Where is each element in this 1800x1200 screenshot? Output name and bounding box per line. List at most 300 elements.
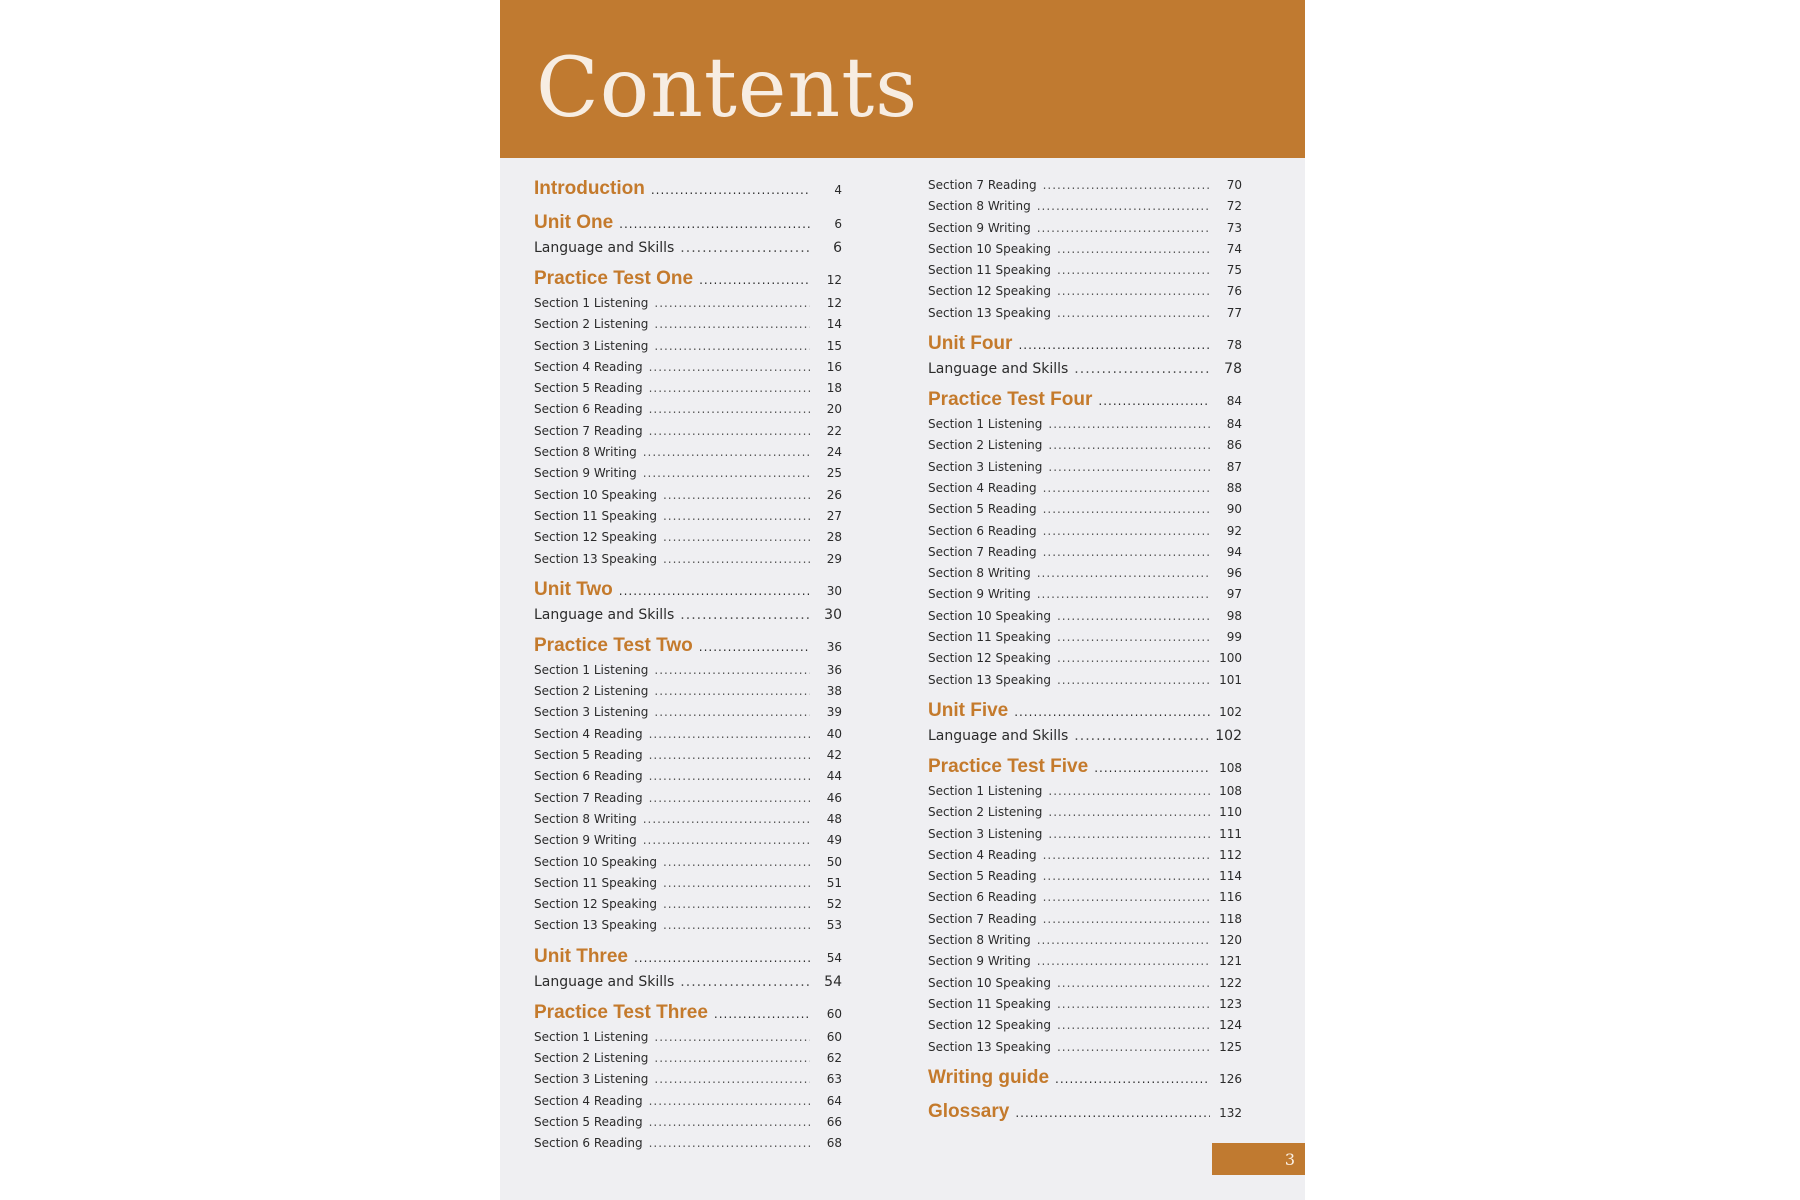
toc-entry-label: Section 1 Listening xyxy=(534,1029,649,1044)
toc-entry xyxy=(928,566,1242,587)
dot-leader xyxy=(649,1115,810,1129)
toc-entry-page: 6 xyxy=(833,240,842,256)
toc-entry-page: 116 xyxy=(1219,890,1242,905)
toc-entry xyxy=(928,805,1242,826)
toc-entry-page: 101 xyxy=(1219,672,1242,687)
toc-entry-label: Section 10 Speaking xyxy=(534,487,657,502)
toc-entry xyxy=(928,361,1242,383)
toc-entry-page: 22 xyxy=(826,423,842,438)
toc-entry-label: Practice Test Two xyxy=(534,634,693,656)
toc-entry-page: 100 xyxy=(1219,651,1242,666)
page-title: Contents xyxy=(536,41,919,136)
dot-leader xyxy=(1057,673,1210,687)
dot-leader xyxy=(680,240,810,256)
dot-leader xyxy=(663,855,810,869)
toc-entry-page: 78 xyxy=(1226,338,1242,353)
toc-entry-page: 14 xyxy=(826,317,842,332)
toc-entry-label: Section 5 Reading xyxy=(534,381,643,396)
toc-entry xyxy=(928,784,1242,805)
dot-leader xyxy=(1037,587,1210,601)
dot-leader xyxy=(680,607,810,623)
toc-entry xyxy=(928,651,1242,672)
toc-entry xyxy=(534,1136,842,1157)
dot-leader xyxy=(643,833,810,847)
toc-entry-label: Section 7 Reading xyxy=(534,790,643,805)
dot-leader xyxy=(654,663,810,677)
toc-entry-label: Section 9 Writing xyxy=(928,220,1031,235)
toc-entry-label: Section 1 Listening xyxy=(928,417,1043,432)
toc-entry-label: Section 2 Listening xyxy=(928,805,1043,820)
toc-entry-page: 125 xyxy=(1219,1039,1242,1054)
toc-entry-page: 60 xyxy=(826,1006,842,1021)
toc-entry-page: 108 xyxy=(1219,760,1242,775)
toc-entry-label: Section 8 Writing xyxy=(534,445,637,460)
toc-heading xyxy=(928,756,1242,784)
toc-entry xyxy=(534,812,842,833)
dot-leader xyxy=(1057,609,1210,623)
toc-entry xyxy=(928,284,1242,305)
dot-leader xyxy=(1037,954,1210,968)
toc-entry xyxy=(534,296,842,317)
toc-entry-page: 30 xyxy=(826,583,842,598)
toc-entry-page: 46 xyxy=(826,790,842,805)
toc-entry xyxy=(534,240,842,262)
toc-entry-label: Section 12 Speaking xyxy=(928,1018,1051,1033)
dot-leader xyxy=(1043,178,1210,192)
toc-entry-page: 86 xyxy=(1226,438,1242,453)
dot-leader xyxy=(1057,284,1210,298)
toc-entry-label: Section 12 Speaking xyxy=(928,651,1051,666)
toc-entry xyxy=(534,769,842,790)
toc-entry-label: Section 5 Reading xyxy=(928,502,1037,517)
toc-entry xyxy=(928,827,1242,848)
dot-leader xyxy=(1048,438,1210,452)
toc-entry-label: Section 4 Reading xyxy=(534,726,643,741)
toc-entry xyxy=(928,673,1242,694)
toc-entry xyxy=(534,855,842,876)
toc-entry xyxy=(534,381,842,402)
toc-entry-label: Section 10 Speaking xyxy=(534,854,657,869)
toc-entry-page: 54 xyxy=(826,950,842,965)
toc-entry-page: 75 xyxy=(1226,263,1242,278)
dot-leader xyxy=(1055,1072,1210,1086)
toc-entry-page: 118 xyxy=(1219,911,1242,926)
toc-heading xyxy=(534,1002,842,1030)
dot-leader xyxy=(663,488,810,502)
toc-entry-page: 25 xyxy=(826,466,842,481)
toc-entry xyxy=(928,976,1242,997)
toc-entry xyxy=(928,545,1242,566)
toc-entry-page: 112 xyxy=(1219,847,1242,862)
dot-leader xyxy=(1043,481,1210,495)
toc-entry xyxy=(928,997,1242,1018)
toc-entry-label: Introduction xyxy=(534,178,645,199)
toc-entry xyxy=(534,876,842,897)
toc-entry-label: Section 4 Reading xyxy=(534,1093,643,1108)
toc-entry-page: 98 xyxy=(1226,608,1242,623)
dot-leader xyxy=(1043,524,1210,538)
toc-entry-label: Section 8 Writing xyxy=(534,811,637,826)
toc-entry-label: Section 7 Reading xyxy=(928,544,1037,559)
toc-entry-label: Section 11 Speaking xyxy=(928,263,1051,278)
toc-entry xyxy=(928,502,1242,523)
dot-leader xyxy=(649,791,810,805)
toc-entry xyxy=(928,587,1242,608)
dot-leader xyxy=(699,273,810,287)
toc-entry xyxy=(928,609,1242,630)
dot-leader xyxy=(1098,394,1210,408)
dot-leader xyxy=(699,640,810,654)
toc-entry-page: 18 xyxy=(826,381,842,396)
toc-entry xyxy=(928,630,1242,651)
toc-entry-label: Section 6 Reading xyxy=(534,402,643,417)
toc-entry-page: 24 xyxy=(826,445,842,460)
dot-leader xyxy=(1057,651,1210,665)
toc-entry-label: Section 11 Speaking xyxy=(928,996,1051,1011)
toc-entry-label: Section 13 Speaking xyxy=(928,1039,1051,1054)
toc-entry xyxy=(534,974,842,996)
toc-entry-page: 42 xyxy=(826,748,842,763)
toc-heading xyxy=(534,212,842,240)
dot-leader xyxy=(1048,784,1210,798)
dot-leader xyxy=(1048,460,1210,474)
dot-leader xyxy=(1043,869,1210,883)
toc-entry-label: Section 13 Speaking xyxy=(928,305,1051,320)
toc-entry-page: 49 xyxy=(826,833,842,848)
document-page xyxy=(500,0,1305,1200)
toc-heading xyxy=(534,178,842,206)
toc-entry-label: Section 9 Writing xyxy=(534,833,637,848)
toc-entry xyxy=(928,1040,1242,1061)
dot-leader xyxy=(643,466,810,480)
dot-leader xyxy=(649,360,810,374)
toc-entry-page: 30 xyxy=(824,606,842,623)
dot-leader xyxy=(654,684,810,698)
toc-entry xyxy=(928,178,1242,199)
dot-leader xyxy=(1018,338,1210,352)
toc-entry xyxy=(534,727,842,748)
toc-entry-page: 76 xyxy=(1226,284,1242,299)
toc-entry-label: Section 2 Listening xyxy=(534,317,649,332)
toc-entry xyxy=(928,728,1242,750)
toc-entry-page: 68 xyxy=(826,1136,842,1151)
toc-entry-label: Section 5 Reading xyxy=(534,748,643,763)
toc-entry xyxy=(534,509,842,530)
toc-entry-page: 52 xyxy=(826,897,842,912)
toc-entry xyxy=(534,402,842,423)
toc-entry-page: 64 xyxy=(826,1093,842,1108)
toc-entry-label: Unit Two xyxy=(534,578,613,600)
toc-entry-label: Section 9 Writing xyxy=(534,466,637,481)
dot-leader xyxy=(1094,761,1210,775)
toc-entry-page: 102 xyxy=(1215,727,1242,744)
toc-entry xyxy=(534,607,842,629)
toc-entry xyxy=(928,263,1242,284)
toc-entry-page: 84 xyxy=(1226,394,1242,409)
toc-entry-page: 111 xyxy=(1219,826,1242,841)
toc-right-column xyxy=(928,178,1242,1129)
toc-entry-page: 54 xyxy=(824,973,842,990)
toc-entry-page: 102 xyxy=(1219,704,1242,719)
toc-entry xyxy=(534,552,842,573)
dot-leader xyxy=(1057,1018,1210,1032)
toc-entry-page: 92 xyxy=(1226,523,1242,538)
dot-leader xyxy=(1057,1040,1210,1054)
toc-entry-page: 108 xyxy=(1219,783,1242,798)
dot-leader xyxy=(651,183,810,197)
dot-leader xyxy=(654,317,810,331)
toc-heading xyxy=(928,700,1242,728)
toc-entry-page: 29 xyxy=(826,551,842,566)
toc-entry-page: 123 xyxy=(1219,996,1242,1011)
toc-entry-label: Section 7 Reading xyxy=(928,178,1037,192)
toc-entry-page: 94 xyxy=(1226,544,1242,559)
toc-entry-page: 126 xyxy=(1219,1071,1242,1086)
dot-leader xyxy=(654,296,810,310)
dot-leader xyxy=(654,339,810,353)
toc-entry-label: Section 2 Listening xyxy=(928,438,1043,453)
toc-entry-label: Practice Test Three xyxy=(534,1001,708,1023)
toc-entry-label: Section 13 Speaking xyxy=(928,672,1051,687)
toc-entry-page: 12 xyxy=(826,296,842,310)
toc-entry-label: Section 11 Speaking xyxy=(534,508,657,523)
toc-entry xyxy=(928,199,1242,220)
toc-entry xyxy=(928,460,1242,481)
toc-entry-page: 132 xyxy=(1219,1105,1242,1120)
toc-entry-page: 53 xyxy=(826,918,842,933)
toc-entry-page: 6 xyxy=(834,217,842,231)
toc-entry-page: 96 xyxy=(1226,566,1242,581)
toc-heading xyxy=(928,389,1242,417)
toc-entry xyxy=(928,524,1242,545)
toc-entry xyxy=(534,1030,842,1051)
dot-leader xyxy=(663,876,810,890)
toc-entry-label: Section 2 Listening xyxy=(534,684,649,699)
toc-entry xyxy=(928,954,1242,975)
toc-entry-label: Practice Test Five xyxy=(928,755,1089,777)
toc-entry-page: 51 xyxy=(826,875,842,890)
toc-entry xyxy=(534,445,842,466)
dot-leader xyxy=(663,552,810,566)
dot-leader xyxy=(1057,306,1210,320)
toc-entry-page: 16 xyxy=(826,359,842,374)
toc-entry-label: Section 10 Speaking xyxy=(928,241,1051,256)
dot-leader xyxy=(1043,502,1210,516)
dot-leader xyxy=(1014,705,1210,719)
dot-leader xyxy=(634,951,810,965)
toc-entry-page: 88 xyxy=(1226,480,1242,495)
toc-entry xyxy=(928,869,1242,890)
toc-entry-page: 50 xyxy=(826,854,842,869)
dot-leader xyxy=(1015,1106,1210,1120)
toc-entry-label: Section 12 Speaking xyxy=(928,284,1051,299)
toc-entry-label: Language and Skills xyxy=(534,606,675,623)
toc-entry-page: 120 xyxy=(1219,933,1242,948)
dot-leader xyxy=(654,1030,810,1044)
dot-leader xyxy=(649,402,810,416)
toc-entry-label: Section 6 Reading xyxy=(534,769,643,784)
toc-entry-page: 124 xyxy=(1219,1018,1242,1033)
toc-entry-label: Section 6 Reading xyxy=(928,523,1037,538)
toc-entry xyxy=(534,1115,842,1136)
dot-leader xyxy=(649,1094,810,1108)
toc-entry-label: Section 1 Listening xyxy=(534,662,649,677)
toc-entry xyxy=(534,897,842,918)
toc-entry xyxy=(534,791,842,812)
toc-entry-label: Language and Skills xyxy=(534,240,675,256)
toc-entry-page: 63 xyxy=(826,1072,842,1087)
dot-leader xyxy=(714,1007,810,1021)
toc-entry-page: 15 xyxy=(826,338,842,353)
toc-heading xyxy=(534,268,842,296)
toc-entry-page: 87 xyxy=(1226,459,1242,474)
toc-entry-label: Section 7 Reading xyxy=(534,423,643,438)
toc-entry-page: 74 xyxy=(1226,241,1242,256)
toc-entry-page: 84 xyxy=(1226,417,1242,432)
toc-entry xyxy=(534,424,842,445)
toc-heading xyxy=(534,579,842,607)
toc-entry-page: 27 xyxy=(826,508,842,523)
toc-entry-page: 62 xyxy=(826,1051,842,1066)
dot-leader xyxy=(1037,566,1210,580)
toc-entry xyxy=(534,663,842,684)
toc-entry xyxy=(928,438,1242,459)
dot-leader xyxy=(1043,912,1210,926)
toc-entry-label: Section 3 Listening xyxy=(928,826,1043,841)
dot-leader xyxy=(649,381,810,395)
toc-entry-label: Section 7 Reading xyxy=(928,911,1037,926)
toc-entry-label: Section 3 Listening xyxy=(928,459,1043,474)
toc-entry xyxy=(534,1094,842,1115)
toc-entry xyxy=(928,912,1242,933)
toc-entry-page: 26 xyxy=(826,487,842,502)
toc-heading xyxy=(928,1101,1242,1129)
dot-leader xyxy=(654,1051,810,1065)
toc-entry-page: 121 xyxy=(1219,954,1242,969)
toc-entry-label: Section 3 Listening xyxy=(534,705,649,720)
toc-entry-label: Section 2 Listening xyxy=(534,1051,649,1066)
dot-leader xyxy=(649,424,810,438)
toc-entry-page: 48 xyxy=(826,811,842,826)
toc-entry-label: Section 4 Reading xyxy=(534,359,643,374)
dot-leader xyxy=(643,445,810,459)
toc-entry xyxy=(534,833,842,854)
toc-entry xyxy=(928,481,1242,502)
toc-entry-label: Language and Skills xyxy=(928,727,1069,744)
toc-entry xyxy=(928,221,1242,242)
toc-entry xyxy=(534,918,842,939)
page-number: 3 xyxy=(1212,1143,1305,1175)
toc-entry-page: 78 xyxy=(1224,361,1242,378)
toc-heading xyxy=(928,333,1242,361)
toc-heading xyxy=(534,946,842,974)
toc-entry-label: Section 11 Speaking xyxy=(534,875,657,890)
toc-entry-page: 114 xyxy=(1219,869,1242,884)
toc-entry-label: Unit One xyxy=(534,212,614,233)
dot-leader xyxy=(619,584,810,598)
toc-entry-label: Section 3 Listening xyxy=(534,1072,649,1087)
toc-entry xyxy=(534,488,842,509)
toc-entry xyxy=(928,1018,1242,1039)
toc-entry-label: Section 4 Reading xyxy=(928,847,1037,862)
toc-entry-label: Section 8 Writing xyxy=(928,566,1031,581)
toc-entry-label: Section 3 Listening xyxy=(534,338,649,353)
toc-entry-label: Section 6 Reading xyxy=(928,890,1037,905)
toc-entry-label: Writing guide xyxy=(928,1066,1050,1088)
toc-entry xyxy=(928,848,1242,869)
toc-entry-page: 66 xyxy=(826,1114,842,1129)
toc-entry xyxy=(534,360,842,381)
toc-entry-label: Language and Skills xyxy=(534,973,675,990)
dot-leader xyxy=(643,812,810,826)
toc-entry-label: Practice Test Four xyxy=(928,389,1093,411)
toc-entry-label: Section 10 Speaking xyxy=(928,608,1051,623)
dot-leader xyxy=(1043,848,1210,862)
toc-entry-page: 39 xyxy=(826,705,842,720)
dot-leader xyxy=(1048,805,1210,819)
toc-entry-page: 28 xyxy=(826,530,842,545)
dot-leader xyxy=(1043,890,1210,904)
toc-entry-page: 36 xyxy=(826,639,842,654)
toc-entry-label: Language and Skills xyxy=(928,361,1069,378)
toc-entry-page: 12 xyxy=(826,273,842,287)
toc-entry xyxy=(928,306,1242,327)
toc-entry-page: 20 xyxy=(826,402,842,417)
toc-heading xyxy=(534,635,842,663)
toc-entry xyxy=(928,417,1242,438)
dot-leader xyxy=(663,897,810,911)
dot-leader xyxy=(663,530,810,544)
dot-leader xyxy=(1057,242,1210,256)
toc-entry-page: 38 xyxy=(826,684,842,699)
dot-leader xyxy=(1057,976,1210,990)
toc-entry xyxy=(534,466,842,487)
toc-entry xyxy=(534,339,842,360)
dot-leader xyxy=(1057,263,1210,277)
toc-entry-label: Section 11 Speaking xyxy=(928,630,1051,645)
toc-entry-page: 122 xyxy=(1219,975,1242,990)
toc-entry xyxy=(928,890,1242,911)
dot-leader xyxy=(654,705,810,719)
toc-entry-page: 97 xyxy=(1226,587,1242,602)
dot-leader xyxy=(1037,199,1210,213)
toc-entry-page: 110 xyxy=(1219,805,1242,820)
toc-entry-page: 90 xyxy=(1226,502,1242,517)
toc-entry xyxy=(534,748,842,769)
dot-leader xyxy=(1043,545,1210,559)
header-band xyxy=(500,0,1305,158)
toc-entry-page: 72 xyxy=(1226,199,1242,214)
toc-entry xyxy=(928,242,1242,263)
toc-entry xyxy=(534,684,842,705)
toc-entry-page: 4 xyxy=(834,183,842,197)
toc-entry-label: Unit Four xyxy=(928,333,1013,355)
toc-entry-label: Section 8 Writing xyxy=(928,933,1031,948)
toc-entry-page: 73 xyxy=(1226,220,1242,235)
dot-leader xyxy=(1037,221,1210,235)
toc-entry xyxy=(534,317,842,338)
toc-entry-label: Unit Three xyxy=(534,945,628,967)
toc-entry-label: Section 13 Speaking xyxy=(534,918,657,933)
toc-heading xyxy=(928,1067,1242,1095)
toc-entry xyxy=(534,530,842,551)
toc-left-column xyxy=(534,178,842,1158)
dot-leader xyxy=(663,509,810,523)
toc-entry xyxy=(534,1051,842,1072)
dot-leader xyxy=(1057,997,1210,1011)
dot-leader xyxy=(619,217,810,231)
dot-leader xyxy=(680,974,810,990)
